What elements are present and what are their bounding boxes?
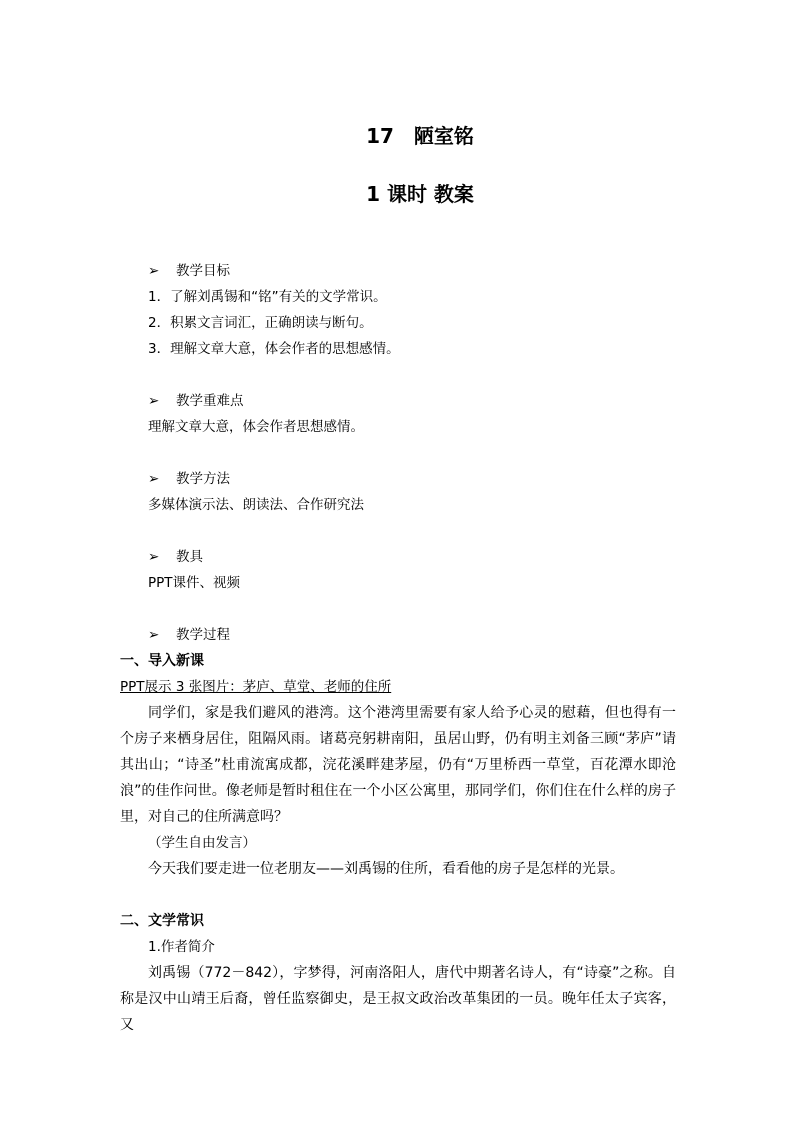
goal-item: 2．积累文言词汇，正确朗读与断句。 (148, 315, 373, 331)
goal-item: 3．理解文章大意，体会作者的思想感情。 (148, 341, 400, 357)
part-heading-intro: 一、导入新课 (120, 653, 204, 669)
bullet-arrow-icon: ➢ (148, 627, 160, 643)
document-subtitle: 1 课时 教案 (366, 182, 474, 206)
tools-text: PPT课件、视频 (148, 575, 241, 591)
section-heading-label: 教学重难点 (176, 393, 244, 409)
section-heading-process (148, 626, 230, 644)
document-title: 17 陋室铭 (366, 124, 474, 148)
section-heading-tools (148, 548, 203, 566)
bullet-arrow-icon: ➢ (148, 549, 160, 565)
section-heading-label: 教学过程 (176, 627, 230, 643)
section-heading-label: 教学方法 (176, 471, 230, 487)
bullet-arrow-icon: ➢ (148, 393, 160, 409)
methods-text: 多媒体演示法、朗读法、合作研究法 (148, 497, 364, 513)
bullet-arrow-icon: ➢ (148, 471, 160, 487)
part-heading-literature: 二、文学常识 (120, 913, 204, 929)
goal-item: 1．了解刘禹锡和“铭”有关的文学常识。 (148, 289, 387, 305)
section-heading-key-points (148, 392, 244, 410)
key-points-text: 理解文章大意，体会作者思想感情。 (148, 419, 364, 435)
author-intro-heading: 1.作者简介 (148, 939, 215, 955)
student-note: （学生自由发言） (148, 835, 256, 851)
ppt-note: PPT展示 3 张图片：茅庐、草堂、老师的住所 (120, 679, 392, 695)
intro-closing-paragraph: 今天我们要走进一位老朋友——刘禹锡的住所，看看他的房子是怎样的光景。 (148, 861, 624, 877)
section-heading-label: 教具 (176, 549, 203, 565)
section-heading-label: 教学目标 (176, 263, 230, 279)
section-heading-methods (148, 470, 230, 488)
section-heading-goals (148, 262, 230, 280)
bullet-arrow-icon: ➢ (148, 263, 160, 279)
author-intro-paragraph: 刘禹锡（772－842），字梦得，河南洛阳人，唐代中期著名诗人，有“诗豪”之称。自称是汉中山靖王后裔，曾任监察御史，是王叔文政治改革集团的一员。晚年任太子宾客，又 (120, 965, 676, 1033)
intro-paragraph: 同学们，家是我们避风的港湾。这个港湾里需要有家人给予心灵的慰藉，但也得有一个房子来栖身居住，阻隔风雨。诸葛亮躬耕南阳，虽居山野，仍有明主刘备三顾“茅庐”请其出山；“诗圣”杜甫流寓成都，浣花溪畔建茅屋，仍有“万里桥西一草堂，百花潭水即沧浪”的佳作问世。像老师是暂时租住在一个小区公寓里，那同学们，你们住在什么样的房子里，对自己的住所满意吗？ (120, 705, 676, 825)
